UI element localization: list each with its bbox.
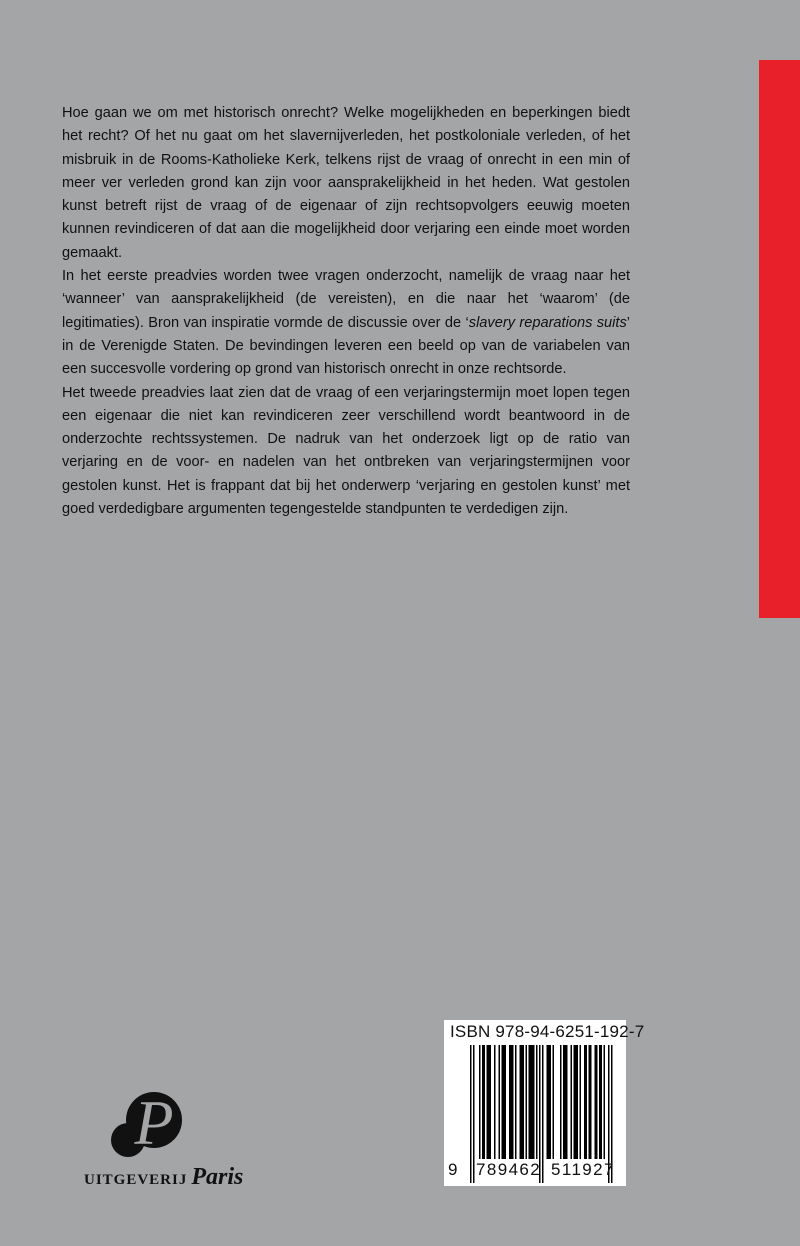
isbn-barcode (444, 1020, 645, 1186)
barcode-bar (560, 1045, 562, 1159)
barcode-bar (488, 1045, 490, 1159)
barcode-bar (530, 1045, 532, 1159)
barcode-bar (487, 1045, 489, 1159)
barcode-bar (601, 1045, 603, 1159)
barcode-bar (553, 1045, 555, 1159)
barcode-bar (521, 1045, 523, 1159)
barcode-bar (547, 1045, 549, 1159)
barcode-bar (482, 1045, 484, 1159)
barcode-bar (520, 1045, 522, 1159)
barcode-bar (505, 1045, 507, 1159)
barcode-bar (575, 1045, 577, 1159)
barcode-bar (532, 1045, 534, 1159)
red-accent-bar (759, 60, 800, 618)
barcode-bar (529, 1045, 531, 1159)
barcode-bar (490, 1045, 492, 1159)
barcode-bar (499, 1045, 501, 1159)
barcode-bar (484, 1045, 486, 1159)
blurb-italic-term: slavery reparations suits (468, 314, 627, 331)
monogram-letter: P (134, 1087, 174, 1158)
barcode-bar (533, 1045, 535, 1159)
blurb-paragraph-2 (62, 265, 630, 381)
barcode-bar (586, 1045, 588, 1159)
blurb-paragraph-2-part-2: ’ in de Verenigde Staten. De bevindingen leveren een beeld op van de variabelen van een succesvolle vordering op grond van historisch onrecht in onze rechtsorde. (62, 314, 630, 378)
publisher-name: Paris (191, 1164, 244, 1190)
publisher-wordmark (84, 1164, 243, 1191)
barcode-bar (511, 1045, 513, 1159)
barcode-bar (526, 1045, 528, 1159)
barcode-bar (584, 1045, 586, 1159)
isbn-label: ISBN 978-94-6251-192-7 (450, 1022, 645, 1041)
barcode-bar (515, 1045, 517, 1159)
barcode-bar (563, 1045, 565, 1159)
barcode-bar (566, 1045, 568, 1159)
barcode-bar (565, 1045, 567, 1159)
barcode-bar (590, 1045, 592, 1159)
barcode-bar (599, 1045, 601, 1159)
publisher-monogram-icon (108, 1082, 194, 1162)
blurb-paragraph-3: Het tweede preadvies laat zien dat de vraag of een verjaringstermijn moet lopen tegen een eigenaar die niet kan revindiceren zeer verschillend wordt beantwoord in de onderzochte rechtssystemen. De nadruk van het onderzoek ligt op de ratio van verjaring en de voor- en nadelen van het ontbreken van verjaringstermijnen voor gestolen kunst. Het is frappant dat bij het onderwerp ‘verjaring en gestolen kunst’ met goed verdedigbare argumenten tegengestelde standpunten te verdedigen zijn. (62, 384, 630, 518)
barcode-bar (589, 1045, 591, 1159)
barcode-bar (494, 1045, 496, 1159)
barcode-bar (548, 1045, 550, 1159)
barcode-bar (596, 1045, 598, 1159)
barcode-bar (502, 1045, 504, 1159)
barcode-bar (479, 1045, 481, 1159)
barcode-bar (536, 1045, 538, 1159)
barcode-bar (550, 1045, 552, 1159)
barcode-bar (509, 1045, 511, 1159)
barcode-bar (574, 1045, 576, 1159)
blurb-paragraph-1: Hoe gaan we om met historisch onrecht? Welke mogelijkheden en beperkingen biedt het recht? Of het nu gaat om het slavernijverleden, het postkoloniale verleden, of het misbruik in de Rooms-Katholieke Kerk, telkens rijst de vraag of onrecht in een min of meer ver verleden grond kan zijn voor aansprakelijkheid in het heden. Wat gestolen kunst betreft rijst de vraag of de eigenaar of zijn rechtsopvolgers eeuwig moeten kunnen revindiceren of dat aan die mogelijkheid door verjaring een einde moet worden gemaakt. (62, 105, 630, 261)
barcode-digits (444, 1160, 626, 1184)
publisher-imprint: UITGEVERIJ (84, 1172, 188, 1188)
barcode-digits-left: 789462 (476, 1160, 542, 1179)
barcode-bar (604, 1045, 606, 1159)
barcode-bar (595, 1045, 597, 1159)
publisher-logo (84, 1082, 264, 1202)
barcode-bar (523, 1045, 525, 1159)
blurb-paragraph-2-part-1: In het eerste preadvies worden twee vragen onderzocht, namelijk de vraag naar het ‘wanneer’ van aansprakelijkheid (de vereisten), en die naar het ‘waarom’ (de legitimaties). Bron van inspiratie vormde de discussie over de ‘ (62, 268, 630, 331)
barcode-bar (571, 1045, 573, 1159)
barcode-digits-right: 511927 (551, 1160, 615, 1179)
barcode-bar (512, 1045, 514, 1159)
barcode-bar (577, 1045, 579, 1159)
barcode-bar (580, 1045, 582, 1159)
blurb-text (62, 102, 630, 521)
barcode-bar (503, 1045, 505, 1159)
barcode-digit-first: 9 (448, 1160, 459, 1179)
